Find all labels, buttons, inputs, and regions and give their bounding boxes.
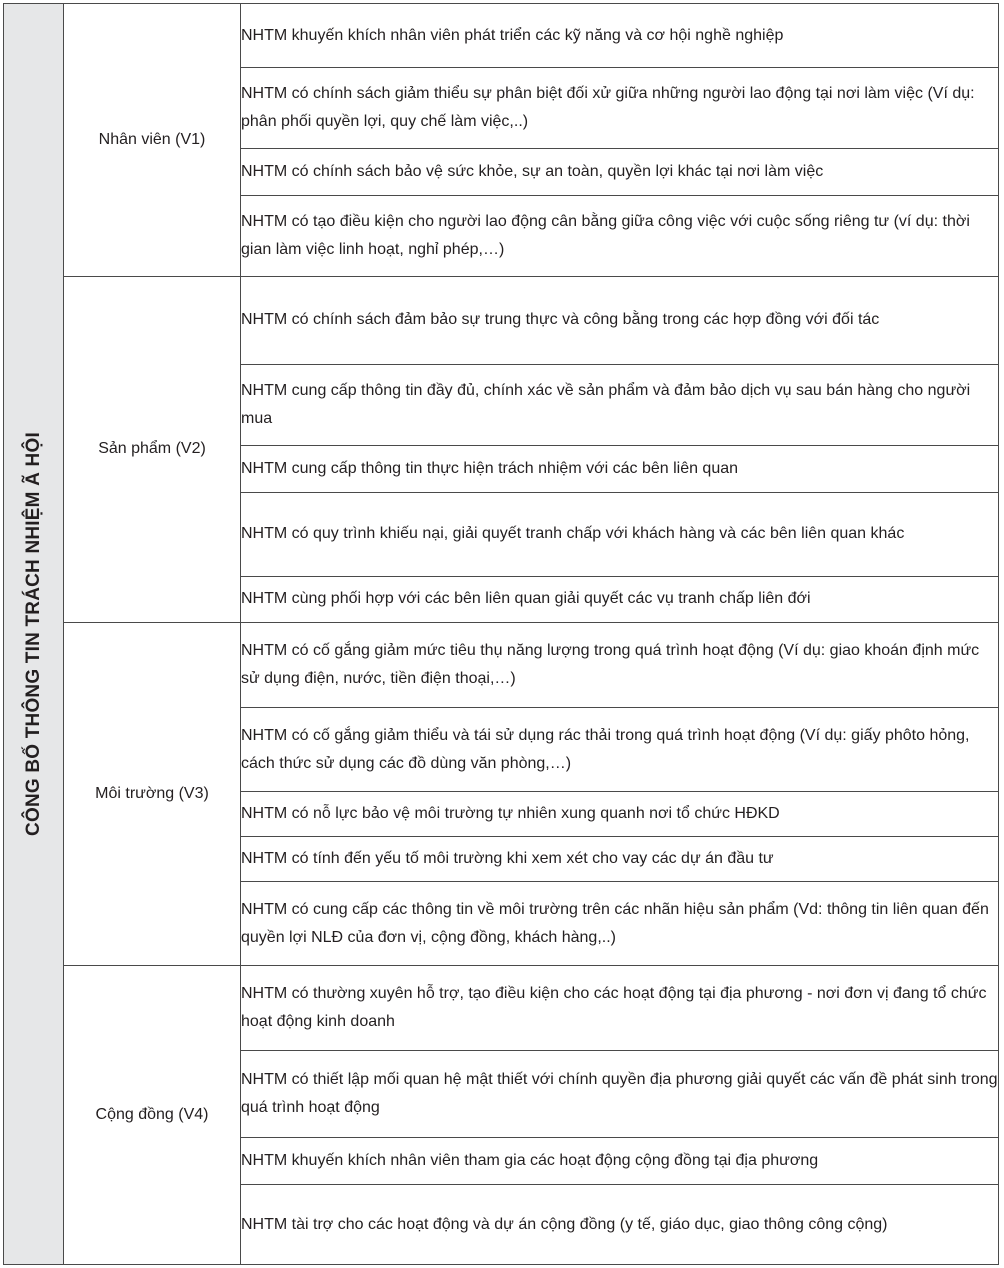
table-row	[4, 622, 999, 708]
criterion-item: NHTM khuyến khích nhân viên phát triển các kỹ năng và cơ hội nghề nghiệp	[241, 4, 999, 68]
criterion-item: NHTM tài trợ cho các hoạt động và dự án cộng đồng (y tế, giáo dục, giao thông công cộng)	[241, 1185, 999, 1265]
criterion-item: NHTM có cố gắng giảm thiểu và tái sử dụng rác thải trong quá trình hoạt động (Ví dụ: giấy phôto hỏng, cách thức sử dụng các đồ dùng văn phòng,…)	[241, 708, 999, 792]
group-label-products: Sản phẩm (V2)	[64, 277, 241, 623]
group-label-community: Cộng đồng (V4)	[64, 966, 241, 1265]
criterion-item: NHTM khuyến khích nhân viên tham gia các hoạt động cộng đồng tại địa phương	[241, 1138, 999, 1185]
table-row	[4, 966, 999, 1051]
group-label-employees: Nhân viên (V1)	[64, 4, 241, 277]
criterion-item: NHTM có cố gắng giảm mức tiêu thụ năng lượng trong quá trình hoạt động (Ví dụ: giao khoán định mức sử dụng điện, nước, tiền điện thoại,…)	[241, 622, 999, 708]
side-title: CÔNG BỐ THÔNG TIN TRÁCH NHIỆM Ã HỘI	[22, 432, 44, 836]
criterion-item: NHTM có cung cấp các thông tin về môi trường trên các nhãn hiệu sản phẩm (Vd: thông tin liên quan đến quyền lợi NLĐ của đơn vị, cộng đồng, khách hàng,..)	[241, 882, 999, 966]
table-row	[4, 277, 999, 365]
criterion-item: NHTM có thường xuyên hỗ trợ, tạo điều kiện cho các hoạt động tại địa phương - nơi đơn vị đang tổ chức hoạt động kinh doanh	[241, 966, 999, 1051]
criterion-item: NHTM có quy trình khiếu nại, giải quyết tranh chấp với khách hàng và các bên liên quan khác	[241, 492, 999, 576]
criterion-item: NHTM cung cấp thông tin đầy đủ, chính xác về sản phẩm và đảm bảo dịch vụ sau bán hàng cho người mua	[241, 364, 999, 445]
criterion-item: NHTM cung cấp thông tin thực hiện trách nhiệm với các bên liên quan	[241, 445, 999, 492]
group-label-environment: Môi trường (V3)	[64, 622, 241, 966]
criterion-item: NHTM có chính sách bảo vệ sức khỏe, sự an toàn, quyền lợi khác tại nơi làm việc	[241, 149, 999, 196]
criterion-item: NHTM có nỗ lực bảo vệ môi trường tự nhiên xung quanh nơi tổ chức HĐKD	[241, 792, 999, 837]
table-row	[4, 4, 999, 68]
criterion-item: NHTM cùng phối hợp với các bên liên quan giải quyết các vụ tranh chấp liên đới	[241, 576, 999, 622]
csr-disclosure-table	[3, 3, 999, 1265]
criterion-item: NHTM có tạo điều kiện cho người lao động cân bằng giữa công việc với cuộc sống riêng tư (ví dụ: thời gian làm việc linh hoạt, nghỉ phép,…)	[241, 196, 999, 277]
criterion-item: NHTM có chính sách đảm bảo sự trung thực và công bằng trong các hợp đồng với đối tác	[241, 277, 999, 365]
criterion-item: NHTM có thiết lập mối quan hệ mật thiết với chính quyền địa phương giải quyết các vấn đề phát sinh trong quá trình hoạt động	[241, 1051, 999, 1138]
criterion-item: NHTM có chính sách giảm thiểu sự phân biệt đối xử giữa những người lao động tại nơi làm việc (Ví dụ: phân phối quyền lợi, quy chế làm việc,..)	[241, 68, 999, 149]
side-header-cell	[4, 4, 64, 1265]
criterion-item: NHTM có tính đến yếu tố môi trường khi xem xét cho vay các dự án đầu tư	[241, 837, 999, 882]
